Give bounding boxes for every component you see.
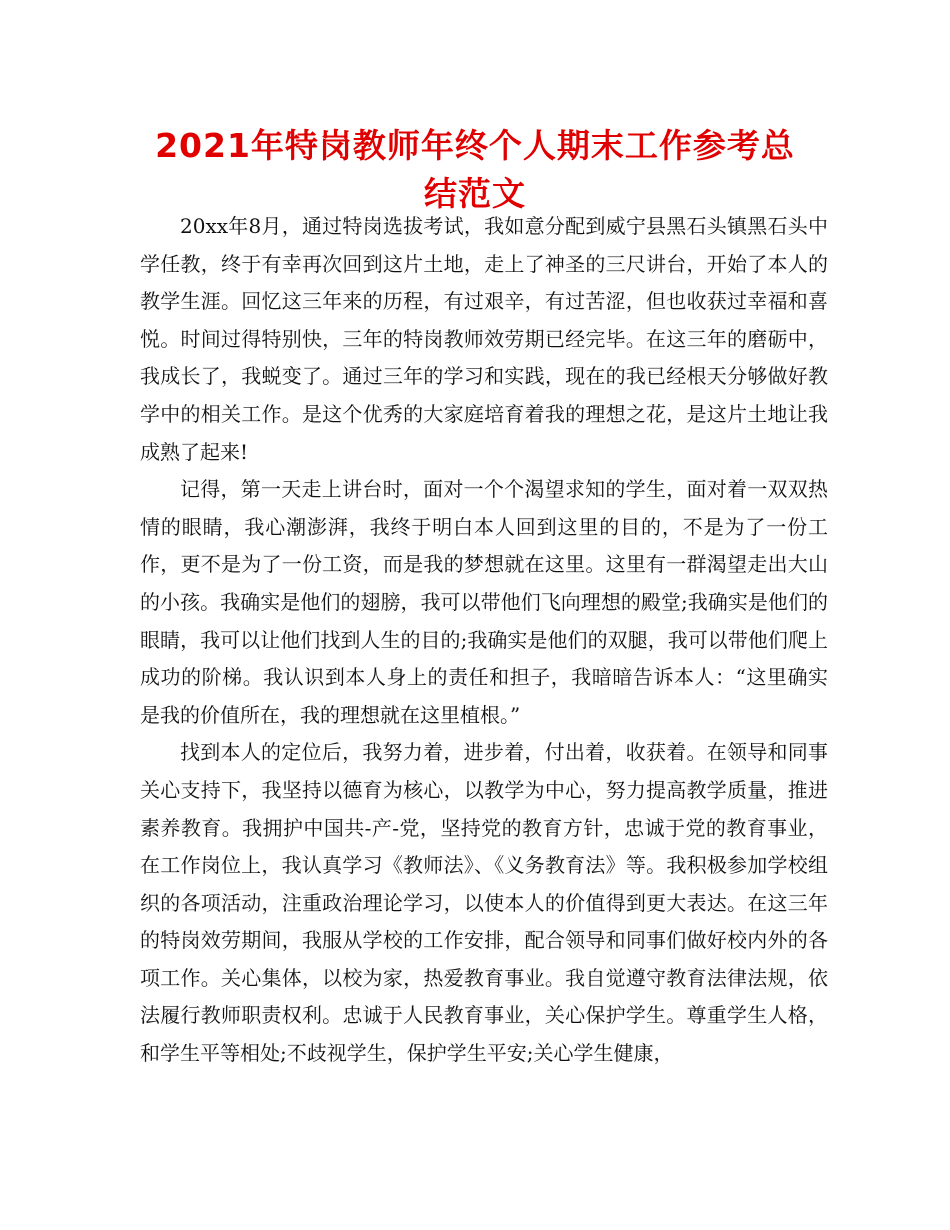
paragraph-1: 20xx年8月，通过特岗选拔考试，我如意分配到威宁县黑石头镇黑石头中学任教，终于有幸再次回到这片土地，走上了神圣的三尺讲台，开始了本人的教学生涯。回忆这三年来的历程，有过艰辛，有过苦涩，但也收获过幸福和喜悦。时间过得特别快，三年的特岗教师效劳期已经完毕。在这三年的磨砺中，我成长了，我蜕变了。通过三年的学习和实践，现在的我已经根天分够做好教学中的相关工作。是这个优秀的大家庭培育着我的理想之花，是这片土地让我成熟了起来! bbox=[140, 214, 828, 464]
paragraph-2: 记得，第一天走上讲台时，面对一个个渴望求知的学生，面对着一双双热情的眼睛，我心潮澎湃，我终于明白本人回到这里的目的，不是为了一份工作，更不是为了一份工资，而是我的梦想就在这里。这里有一群渴望走出大山的小孩。我确实是他们的翅膀，我可以带他们飞向理想的殿堂;我确实是他们的眼睛，我可以让他们找到人生的目的;我确实是他们的双腿，我可以带他们爬上成功的阶梯。我认识到本人身上的责任和担子，我暗暗告诉本人：“这里确实是我的价值所在，我的理想就在这里植根。” bbox=[140, 477, 828, 727]
paragraph-3: 找到本人的定位后，我努力着，进步着，付出着，收获着。在领导和同事关心支持下，我坚持以德育为核心，以教学为中心，努力提高教学质量，推进素养教育。我拥护中国共-产-党，坚持党的教育方针，忠诚于党的教育事业，在工作岗位上，我认真学习《教师法》、《义务教育法》等。我积极参加学校组织的各项活动，注重政治理论学习，以使本人的价值得到更大表达。在这三年的特岗效劳期间，我服从学校的工作安排，配合领导和同事们做好校内外的各项工作。关心集体，以校为家，热爱教育事业。我自觉遵守教育法律法规，依法履行教师职责权利。忠诚于人民教育事业，关心保护学生。尊重学生人格，和学生平等相处;不歧视学生，保护学生平安;关心学生健康， bbox=[140, 740, 828, 1066]
document-title: 2021年特岗教师年终个人期末工作参考总结范文 bbox=[155, 126, 795, 213]
document-body bbox=[140, 208, 828, 1073]
